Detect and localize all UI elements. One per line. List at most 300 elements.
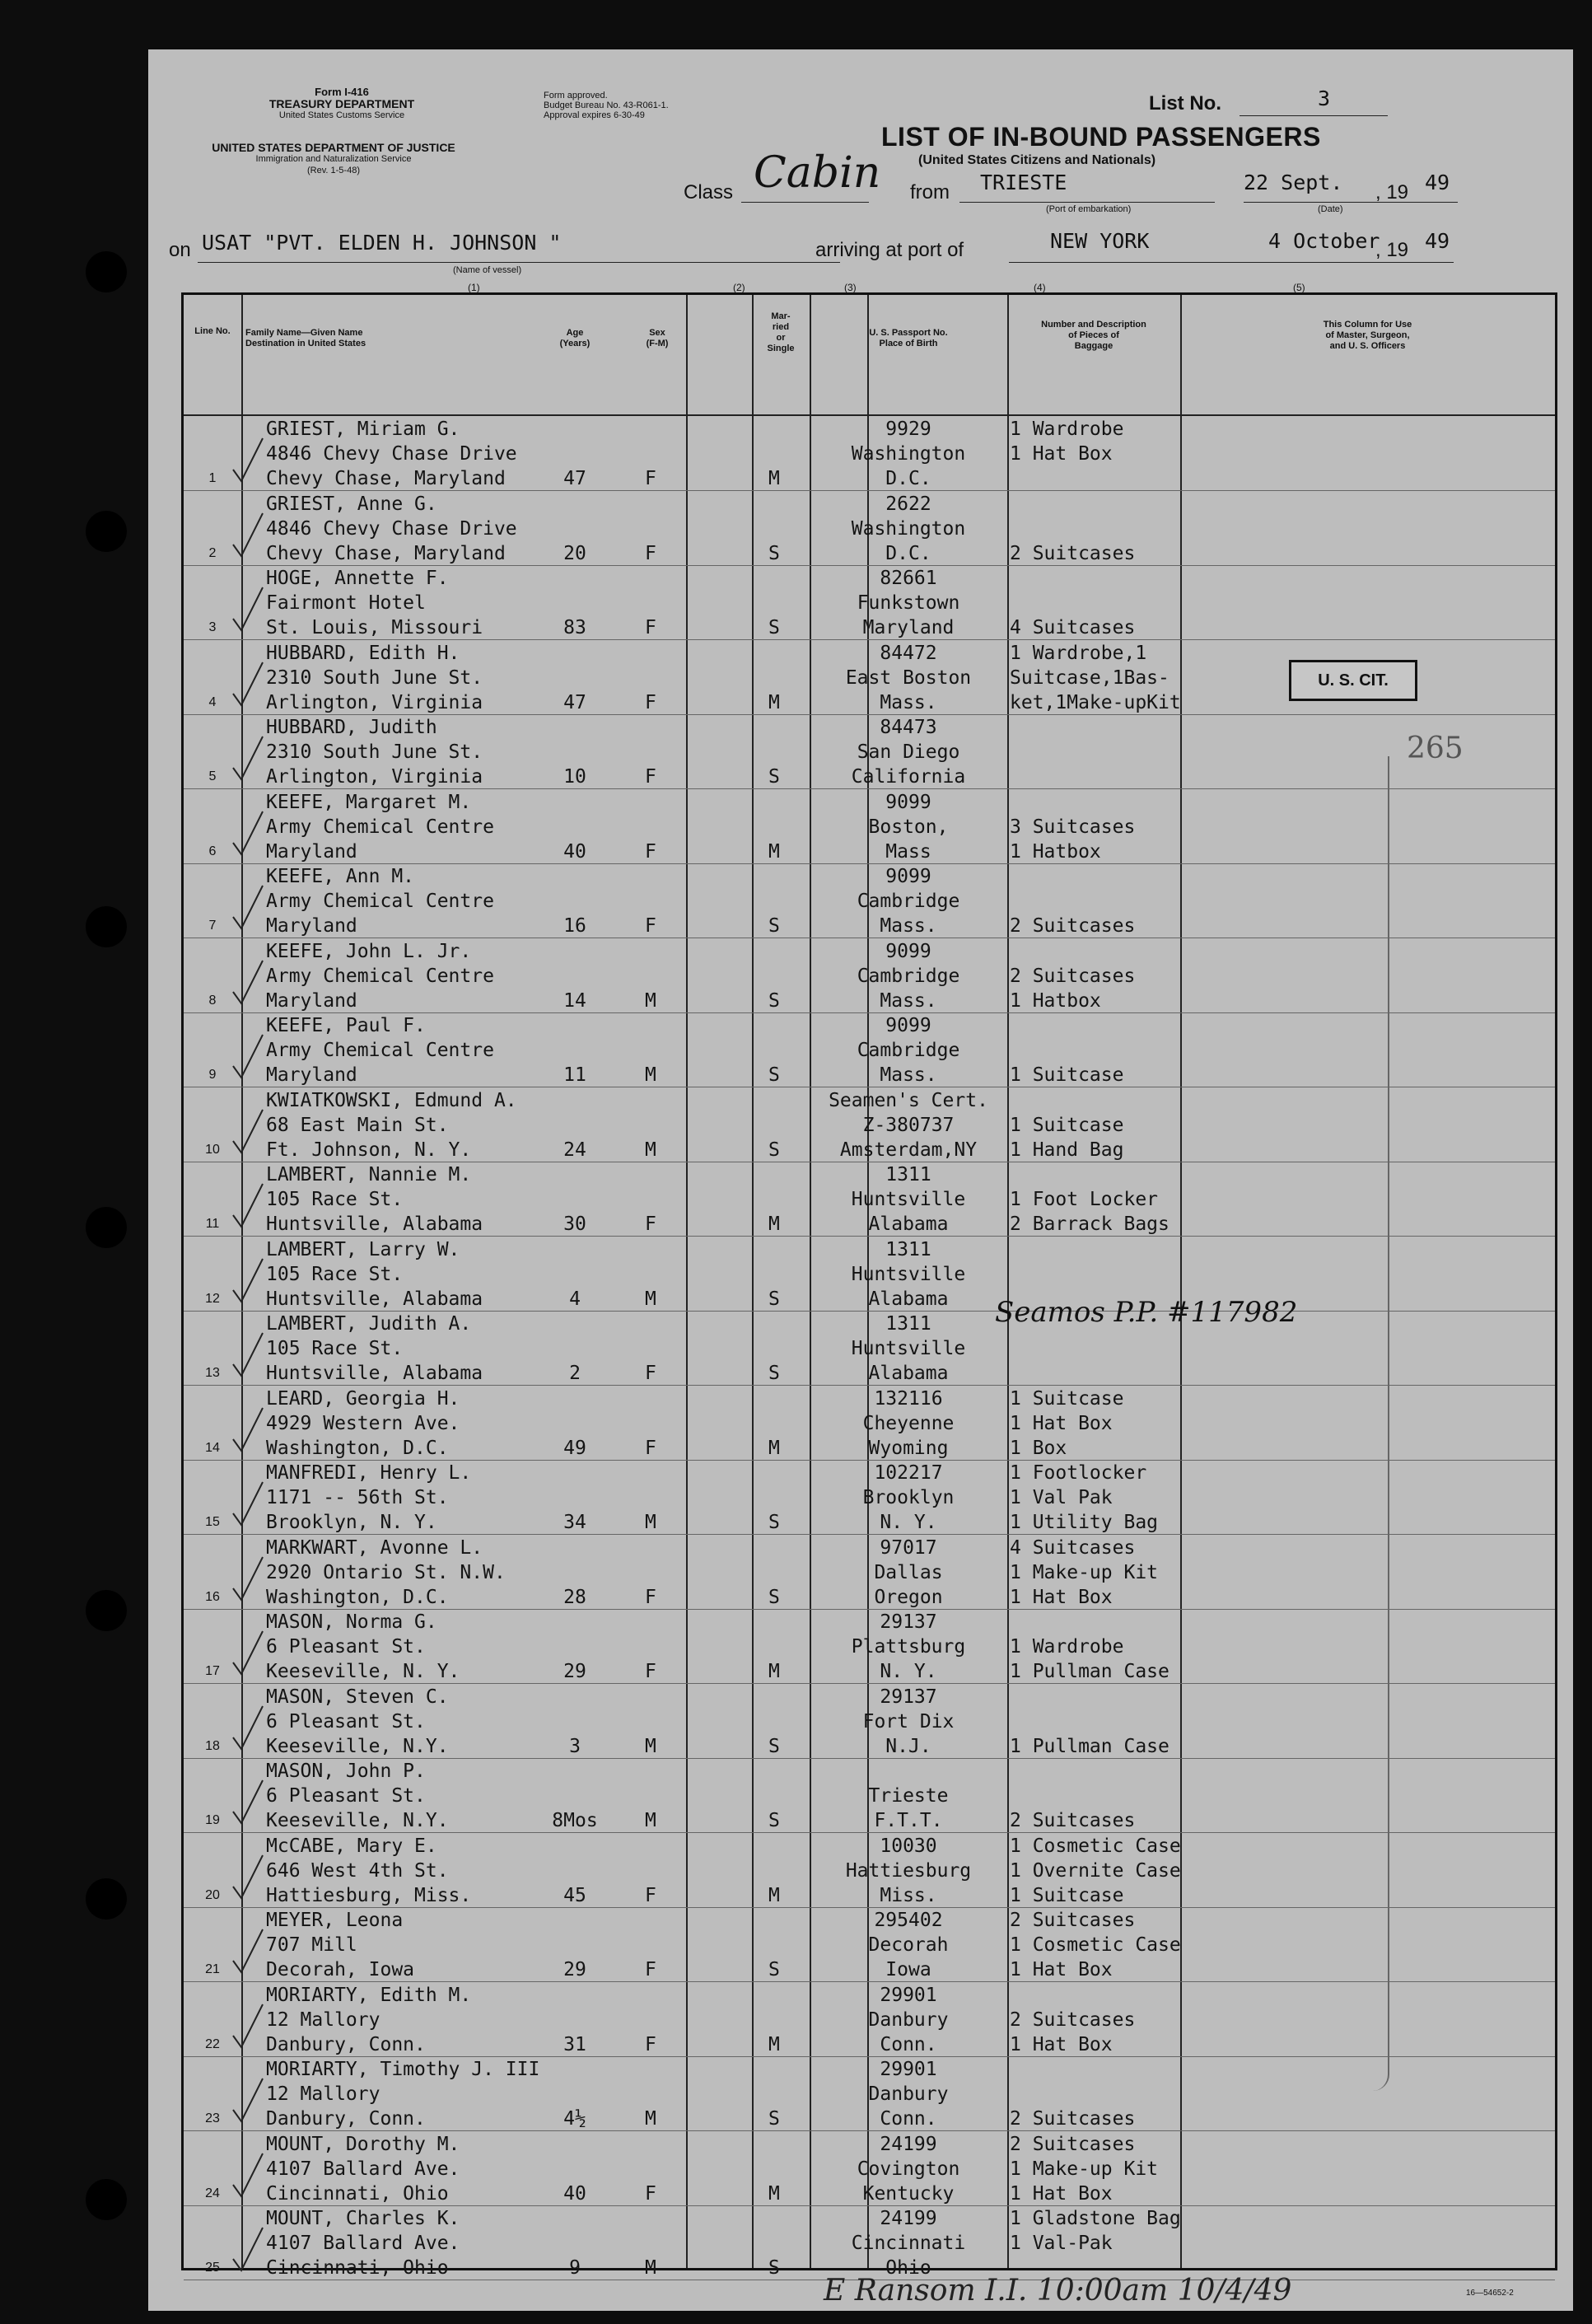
- family-name: McCABE, Mary E.: [266, 1835, 437, 1857]
- checkmark-icon: [231, 584, 264, 634]
- destination-line-2: St. Louis, Missouri: [266, 617, 483, 638]
- line-number: 5: [208, 769, 217, 783]
- age-value: 40: [563, 2182, 586, 2205]
- line-number: 1: [208, 471, 217, 485]
- sex-value: M: [645, 989, 656, 1012]
- birth-place-line-1: Washington: [851, 517, 966, 540]
- sex-value: M: [645, 2257, 656, 2279]
- birth-place-line-1: Cincinnati: [851, 2233, 966, 2254]
- class-label: Class: [684, 181, 734, 203]
- passenger-table: [181, 292, 1557, 2279]
- passport-number: 84473: [880, 717, 937, 738]
- checkmark-icon: [231, 957, 264, 1007]
- age-value: 14: [563, 989, 586, 1012]
- destination-line-1: 4107 Ballard Ave.: [266, 2158, 460, 2180]
- sex-value: F: [645, 915, 656, 937]
- class-value: Cabin: [754, 148, 881, 198]
- passport-number: 102217: [874, 1462, 943, 1484]
- sex-value: F: [645, 1586, 656, 1608]
- baggage-line-3: 2 Suitcases: [1010, 1810, 1136, 1831]
- header-sex: Sex (F-M): [646, 328, 669, 348]
- birth-place-line-1: Boston,: [868, 816, 949, 838]
- checkmark-icon: [231, 882, 264, 932]
- birth-place-line-2: N.J.: [885, 1735, 931, 1757]
- birth-place-line-2: Iowa: [885, 1959, 931, 1980]
- checkmark-icon: [231, 808, 264, 858]
- destination-line-2: Decorah, Iowa: [266, 1959, 415, 1980]
- birth-place-line-1: Hattiesburg: [845, 1859, 972, 1882]
- birth-place-line-2: Mass.: [880, 691, 937, 713]
- header-passport: U. S. Passport No. Place of Birth: [869, 328, 948, 348]
- baggage-line-3: 1 Hat Box: [1010, 2182, 1113, 2205]
- us-citizen-stamp: U. S. CIT.: [1289, 660, 1417, 701]
- family-name: HUBBARD, Edith H.: [266, 642, 460, 664]
- destination-line-2: Huntsville, Alabama: [266, 1213, 483, 1235]
- baggage-line-2: 1 Make-up Kit: [1010, 2158, 1159, 2180]
- checkmark-icon: [231, 1256, 264, 1305]
- destination-line-2: Maryland: [266, 915, 357, 937]
- marital-status: S: [768, 542, 780, 564]
- sex-value: F: [645, 2182, 656, 2205]
- checkmark-icon: [231, 1852, 264, 1901]
- destination-line-2: Hattiesburg, Miss.: [266, 1884, 472, 1906]
- destination-line-2: Chevy Chase, Maryland: [266, 468, 506, 489]
- destination-line-2: Chevy Chase, Maryland: [266, 542, 506, 564]
- line-number: 20: [205, 1887, 220, 1902]
- passport-number: 24199: [880, 2208, 937, 2229]
- birth-place-line-2: Maryland: [862, 617, 955, 638]
- age-value: 40: [563, 840, 586, 863]
- line-number: 24: [205, 2186, 220, 2200]
- birth-place-line-2: N. Y.: [880, 1512, 937, 1533]
- baggage-line-1: 4 Suitcases: [1010, 1536, 1136, 1559]
- header-baggage: Number and Description of Pieces of Baggage: [1041, 320, 1146, 351]
- sex-value: M: [645, 1512, 656, 1533]
- birth-place-line-2: Amsterdam,NY: [839, 1139, 978, 1161]
- passport-number: 29901: [880, 1984, 937, 2006]
- destination-line-2: Maryland: [266, 989, 357, 1012]
- baggage-line-1: 1 Wardrobe,1: [1010, 642, 1147, 664]
- sex-value: F: [645, 2033, 656, 2055]
- age-value: 11: [563, 1064, 586, 1086]
- baggage-line-3: 1 Hatbox: [1010, 840, 1101, 863]
- baggage-line-3: 1 Box: [1010, 1437, 1067, 1459]
- baggage-line-2: 1 Val-Pak: [1010, 2233, 1113, 2254]
- checkmark-icon: [231, 2075, 264, 2125]
- age-value: 10: [563, 766, 586, 788]
- checkmark-icon: [231, 659, 264, 708]
- checkmark-icon: [231, 1926, 264, 1976]
- baggage-line-3: 1 Hatbox: [1010, 989, 1101, 1012]
- table-row: [184, 1088, 1555, 1162]
- sex-value: F: [645, 1884, 656, 1906]
- age-value: 47: [563, 691, 586, 713]
- baggage-line-1: 1 Wardrobe: [1010, 419, 1124, 440]
- baggage-line-2: Suitcase,1Bas-: [1010, 666, 1169, 689]
- birth-place-line-2: Conn.: [880, 2108, 937, 2130]
- family-name: MORIARTY, Timothy J. III: [266, 2059, 540, 2080]
- passport-number: 9099: [885, 866, 931, 887]
- baggage-line-1: 1 Cosmetic Case: [1010, 1835, 1181, 1857]
- sex-value: F: [645, 617, 656, 638]
- sex-value: F: [645, 766, 656, 788]
- passport-number: 82661: [880, 568, 937, 589]
- baggage-line-3: 1 Utility Bag: [1010, 1512, 1159, 1533]
- table-row: [184, 492, 1555, 566]
- destination-line-1: 4929 Western Ave.: [266, 1412, 460, 1434]
- marital-status: S: [768, 1810, 780, 1831]
- birth-place-line-1: Cambridge: [857, 891, 960, 912]
- marital-status: S: [768, 1959, 780, 1980]
- line-number: 4: [208, 694, 217, 709]
- baggage-line-2: 1 Hat Box: [1010, 1412, 1113, 1434]
- destination-line-2: Cincinnati, Ohio: [266, 2257, 449, 2279]
- marital-status: M: [768, 2033, 780, 2055]
- table-row: [184, 2206, 1555, 2280]
- marital-status: S: [768, 1288, 780, 1310]
- embark-date: 22 Sept.: [1244, 171, 1343, 194]
- passport-number: 29901: [880, 2059, 937, 2080]
- baggage-line-1: 1 Suitcase: [1010, 1387, 1124, 1410]
- family-name: GRIEST, Miriam G.: [266, 419, 460, 440]
- marital-status: S: [768, 1064, 780, 1086]
- from-port: TRIESTE: [980, 171, 1067, 194]
- sex-value: F: [645, 691, 656, 713]
- sex-value: F: [645, 840, 656, 863]
- line-number: 2: [208, 545, 217, 560]
- table-row: [184, 1386, 1555, 1461]
- baggage-line-3: 1 Suitcase: [1010, 1884, 1124, 1906]
- baggage-line-2: 1 Suitcase: [1010, 1114, 1124, 1136]
- justice-dept: UNITED STATES DEPARTMENT OF JUSTICE: [212, 141, 455, 154]
- line-number: 3: [208, 620, 217, 634]
- age-value: 34: [563, 1512, 586, 1533]
- birth-place-line-1: Cheyenne: [862, 1412, 955, 1434]
- col-num-3: (3): [844, 282, 857, 293]
- from-label: from: [910, 181, 950, 203]
- passport-number: 84472: [880, 642, 937, 664]
- approval-line-3: Approval expires 6-30-49: [544, 110, 645, 120]
- birth-place-line-1: Brooklyn: [862, 1487, 955, 1508]
- binder-hole: [86, 906, 127, 947]
- destination-line-2: Keeseville, N. Y.: [266, 1661, 460, 1682]
- family-name: KWIATKOWSKI, Edmund A.: [266, 1089, 517, 1111]
- family-name: MORIARTY, Edith M.: [266, 1984, 472, 2006]
- table-row: [184, 2057, 1555, 2131]
- checkmark-icon: [231, 1628, 264, 1677]
- line-number: 15: [205, 1515, 220, 1529]
- destination-line-2: Keeseville, N.Y.: [266, 1810, 449, 1831]
- family-name: MOUNT, Dorothy M.: [266, 2133, 460, 2155]
- checkmark-icon: [231, 2001, 264, 2050]
- destination-line-1: 6 Pleasant St.: [266, 1636, 426, 1658]
- birth-place-line-1: Dallas: [874, 1561, 943, 1583]
- passport-number: 295402: [874, 1910, 943, 1931]
- marital-status: S: [768, 766, 780, 788]
- baggage-line-2: 1 Make-up Kit: [1010, 1561, 1159, 1583]
- checkmark-icon: [231, 1703, 264, 1752]
- line-number: 11: [205, 1217, 220, 1231]
- baggage-line-3: 2 Suitcases: [1010, 2108, 1136, 2130]
- col-num-1: (1): [468, 282, 480, 293]
- table-row: [184, 1013, 1555, 1087]
- marital-status: M: [768, 1661, 780, 1682]
- checkmark-icon: [231, 510, 264, 559]
- line-number: 7: [208, 919, 217, 933]
- baggage-line-1: 1 Footlocker: [1010, 1462, 1147, 1484]
- baggage-line-3: 1 Hand Bag: [1010, 1139, 1124, 1161]
- line-number: 21: [205, 1962, 220, 1976]
- col-num-5: (5): [1293, 282, 1305, 293]
- birth-place-line-1: San Diego: [857, 741, 960, 763]
- birth-place-line-2: Wyoming: [868, 1437, 949, 1459]
- sex-value: F: [645, 542, 656, 564]
- baggage-line-1: 2 Suitcases: [1010, 1910, 1136, 1931]
- approval-line-2: Budget Bureau No. 43-R061-1.: [544, 101, 669, 110]
- family-name: KEEFE, Paul F.: [266, 1015, 426, 1036]
- marital-status: S: [768, 1586, 780, 1608]
- marital-status: S: [768, 915, 780, 937]
- birth-place-line-1: Plattsburg: [851, 1636, 966, 1658]
- marital-status: M: [768, 840, 780, 863]
- birth-place-line-2: Alabama: [868, 1288, 949, 1310]
- arrival-date: 4 October: [1268, 229, 1380, 253]
- binder-hole: [86, 251, 127, 292]
- destination-line-1: Fairmont Hotel: [266, 592, 426, 614]
- passport-number: 1311: [885, 1313, 931, 1335]
- birth-place-line-2: Alabama: [868, 1213, 949, 1235]
- destination-line-2: Huntsville, Alabama: [266, 1363, 483, 1384]
- table-row: [184, 1834, 1555, 1908]
- birth-place-line-2: Mass.: [880, 1064, 937, 1086]
- family-name: MASON, Norma G.: [266, 1611, 437, 1633]
- birth-place-line-2: Mass: [885, 840, 931, 863]
- year-prefix-2: , 19: [1375, 239, 1409, 261]
- checkmark-icon: [231, 1554, 264, 1603]
- birth-place-line-2: Oregon: [874, 1586, 943, 1608]
- age-value: 29: [563, 1661, 586, 1682]
- sex-value: F: [645, 1363, 656, 1384]
- birth-place-line-1: Trieste: [868, 1785, 949, 1807]
- sex-value: M: [645, 1735, 656, 1757]
- baggage-line-3: 1 Pullman Case: [1010, 1735, 1169, 1757]
- line-number: 13: [205, 1366, 220, 1380]
- marital-status: S: [768, 2257, 780, 2279]
- destination-line-1: 2310 South June St.: [266, 741, 483, 763]
- baggage-line-2: 3 Suitcases: [1010, 816, 1136, 838]
- treasury-dept: TREASURY DEPARTMENT: [268, 97, 415, 110]
- age-value: 28: [563, 1586, 586, 1608]
- age-value: 4½: [563, 2108, 586, 2130]
- sex-value: F: [645, 1213, 656, 1235]
- birth-place-line-1: Danbury: [868, 2008, 949, 2031]
- binder-hole: [86, 511, 127, 552]
- family-name: MARKWART, Avonne L.: [266, 1536, 483, 1559]
- sex-value: F: [645, 468, 656, 489]
- header-age: Age (Years): [559, 328, 591, 348]
- line-number: 23: [205, 2111, 220, 2125]
- line-number: 8: [208, 993, 217, 1008]
- embark-year: 49: [1425, 171, 1450, 194]
- sex-value: F: [645, 1661, 656, 1682]
- baggage-line-2: 1 Val Pak: [1010, 1487, 1113, 1508]
- passport-number: 97017: [880, 1536, 937, 1559]
- line-number: 6: [208, 844, 217, 858]
- header-line-no: Line No.: [194, 326, 231, 336]
- baggage-line-3: 1 Hat Box: [1010, 1959, 1113, 1980]
- destination-line-2: Washington, D.C.: [266, 1586, 449, 1608]
- table-row: [184, 1759, 1555, 1833]
- age-value: 9: [569, 2257, 581, 2279]
- marital-status: S: [768, 2108, 780, 2130]
- destination-line-2: Cincinnati, Ohio: [266, 2182, 449, 2205]
- destination-line-1: Army Chemical Centre: [266, 816, 494, 838]
- birth-place-line-2: D.C.: [885, 542, 931, 564]
- age-value: 31: [563, 2033, 586, 2055]
- marital-status: S: [768, 617, 780, 638]
- arriving-label: arriving at port of: [815, 239, 964, 261]
- binder-hole: [86, 1590, 127, 1631]
- list-no-label: List No.: [1149, 92, 1221, 115]
- baggage-line-2: 1 Wardrobe: [1010, 1636, 1124, 1658]
- document-title: LIST OF IN-BOUND PASSENGERS: [881, 122, 1321, 152]
- col-num-2: (2): [733, 282, 745, 293]
- table-row: [184, 939, 1555, 1013]
- passport-number: 10030: [880, 1835, 937, 1857]
- destination-line-2: Danbury, Conn.: [266, 2033, 426, 2055]
- marital-status: S: [768, 989, 780, 1012]
- age-value: 20: [563, 542, 586, 564]
- destination-line-1: 4846 Chevy Chase Drive: [266, 517, 517, 540]
- baggage-line-3: 2 Suitcases: [1010, 915, 1136, 937]
- destination-line-1: 2310 South June St.: [266, 666, 483, 689]
- birth-place-line-2: F.T.T.: [874, 1810, 943, 1831]
- family-name: KEEFE, John L. Jr.: [266, 940, 472, 962]
- destination-line-2: Ft. Johnson, N. Y.: [266, 1139, 472, 1161]
- baggage-line-1: 1 Gladstone Bag: [1010, 2208, 1181, 2229]
- destination-line-2: Maryland: [266, 1064, 357, 1086]
- passport-number: 9099: [885, 1015, 931, 1036]
- seaman-passport-note: Seamos P.P. #117982: [995, 1296, 1298, 1329]
- stamp-number: 265: [1407, 732, 1464, 765]
- binder-hole: [86, 1207, 127, 1248]
- line-number: 19: [205, 1813, 220, 1827]
- baggage-line-3: 4 Suitcases: [1010, 617, 1136, 638]
- document-subtitle: (United States Citizens and Nationals): [918, 153, 1156, 167]
- header-name: Family Name—Given Name Destination in United States: [245, 328, 366, 348]
- line-number: 12: [205, 1291, 220, 1306]
- table-row: [184, 1908, 1555, 1982]
- family-name: LAMBERT, Larry W.: [266, 1238, 460, 1260]
- table-row: [184, 715, 1555, 789]
- passport-number: Seamen's Cert.: [829, 1089, 988, 1111]
- birth-place-line-1: Huntsville: [851, 1338, 966, 1359]
- sex-value: M: [645, 1064, 656, 1086]
- form-revision: (Rev. 1-5-48): [307, 166, 360, 175]
- birth-place-line-1: Huntsville: [851, 1263, 966, 1285]
- destination-line-1: 12 Mallory: [266, 2083, 380, 2105]
- marital-status: M: [768, 2182, 780, 2205]
- family-name: HUBBARD, Judith: [266, 717, 437, 738]
- table-row: [184, 1610, 1555, 1684]
- destination-line-2: Washington, D.C.: [266, 1437, 449, 1459]
- passport-number: 9099: [885, 940, 931, 962]
- birth-place-line-1: Danbury: [868, 2083, 949, 2105]
- checkmark-icon: [231, 1330, 264, 1379]
- list-no-value: 3: [1318, 87, 1331, 110]
- birth-place-line-1: East Boston: [845, 666, 972, 689]
- table-row: [184, 2132, 1555, 2206]
- checkmark-icon: [231, 1405, 264, 1454]
- table-row: [184, 417, 1555, 491]
- age-value: 16: [563, 915, 586, 937]
- destination-line-1: 6 Pleasant St.: [266, 1710, 426, 1732]
- on-label: on: [169, 239, 191, 261]
- marital-status: M: [768, 691, 780, 713]
- baggage-line-2: 1 Cosmetic Case: [1010, 1934, 1181, 1956]
- birth-place-line-2: Mass.: [880, 915, 937, 937]
- col-num-4: (4): [1034, 282, 1046, 293]
- destination-line-1: Army Chemical Centre: [266, 1040, 494, 1061]
- birth-place-line-2: Conn.: [880, 2033, 937, 2055]
- family-name: HOGE, Annette F.: [266, 568, 449, 589]
- birth-place-line-1: Decorah: [868, 1934, 949, 1956]
- line-number: 17: [205, 1664, 220, 1678]
- birth-place-line-2: N. Y.: [880, 1661, 937, 1682]
- destination-line-1: 6 Pleasant St.: [266, 1785, 426, 1807]
- checkmark-icon: [231, 1181, 264, 1230]
- marital-status: S: [768, 1363, 780, 1384]
- sex-value: M: [645, 1139, 656, 1161]
- line-number: 18: [205, 1738, 220, 1753]
- destination-line-1: 646 West 4th St.: [266, 1859, 449, 1882]
- table-row: [184, 790, 1555, 864]
- approval-line-1: Form approved.: [544, 91, 608, 101]
- passport-number: 1311: [885, 1164, 931, 1185]
- line-number: 14: [205, 1440, 220, 1455]
- baggage-line-2: 2 Suitcases: [1010, 2008, 1136, 2031]
- birth-place-line-2: Miss.: [880, 1884, 937, 1906]
- baggage-line-3: 1 Hat Box: [1010, 2033, 1113, 2055]
- baggage-line-3: 1 Hat Box: [1010, 1586, 1113, 1608]
- binder-hole: [86, 2179, 127, 2220]
- age-value: 83: [563, 617, 586, 638]
- family-name: KEEFE, Ann M.: [266, 866, 415, 887]
- birth-place-line-1: Covington: [857, 2158, 960, 2180]
- line-number: 9: [208, 1068, 217, 1082]
- arrival-year: 49: [1425, 229, 1450, 253]
- destination-line-1: 707 Mill: [266, 1934, 357, 1956]
- year-prefix-1: , 19: [1375, 181, 1409, 203]
- birth-place-line-1: Huntsville: [851, 1189, 966, 1210]
- age-value: 4: [569, 1288, 581, 1310]
- customs-service: United States Customs Service: [278, 110, 405, 120]
- line-number: 16: [205, 1589, 220, 1604]
- destination-line-1: 1171 -- 56th St.: [266, 1487, 449, 1508]
- baggage-line-3: 1 Suitcase: [1010, 1064, 1124, 1086]
- marital-status: M: [768, 1884, 780, 1906]
- family-name: LEARD, Georgia H.: [266, 1387, 460, 1410]
- destination-line-1: 105 Race St.: [266, 1263, 404, 1285]
- birth-place-line-2: California: [851, 766, 966, 788]
- destination-line-1: 4846 Chevy Chase Drive: [266, 443, 517, 465]
- from-caption: (Port of embarkation): [1046, 204, 1132, 214]
- baggage-line-3: 2 Suitcases: [1010, 542, 1136, 564]
- line-number: 10: [205, 1142, 220, 1157]
- checkmark-icon: [231, 1479, 264, 1528]
- age-value: 24: [563, 1139, 586, 1161]
- sex-value: M: [645, 2108, 656, 2130]
